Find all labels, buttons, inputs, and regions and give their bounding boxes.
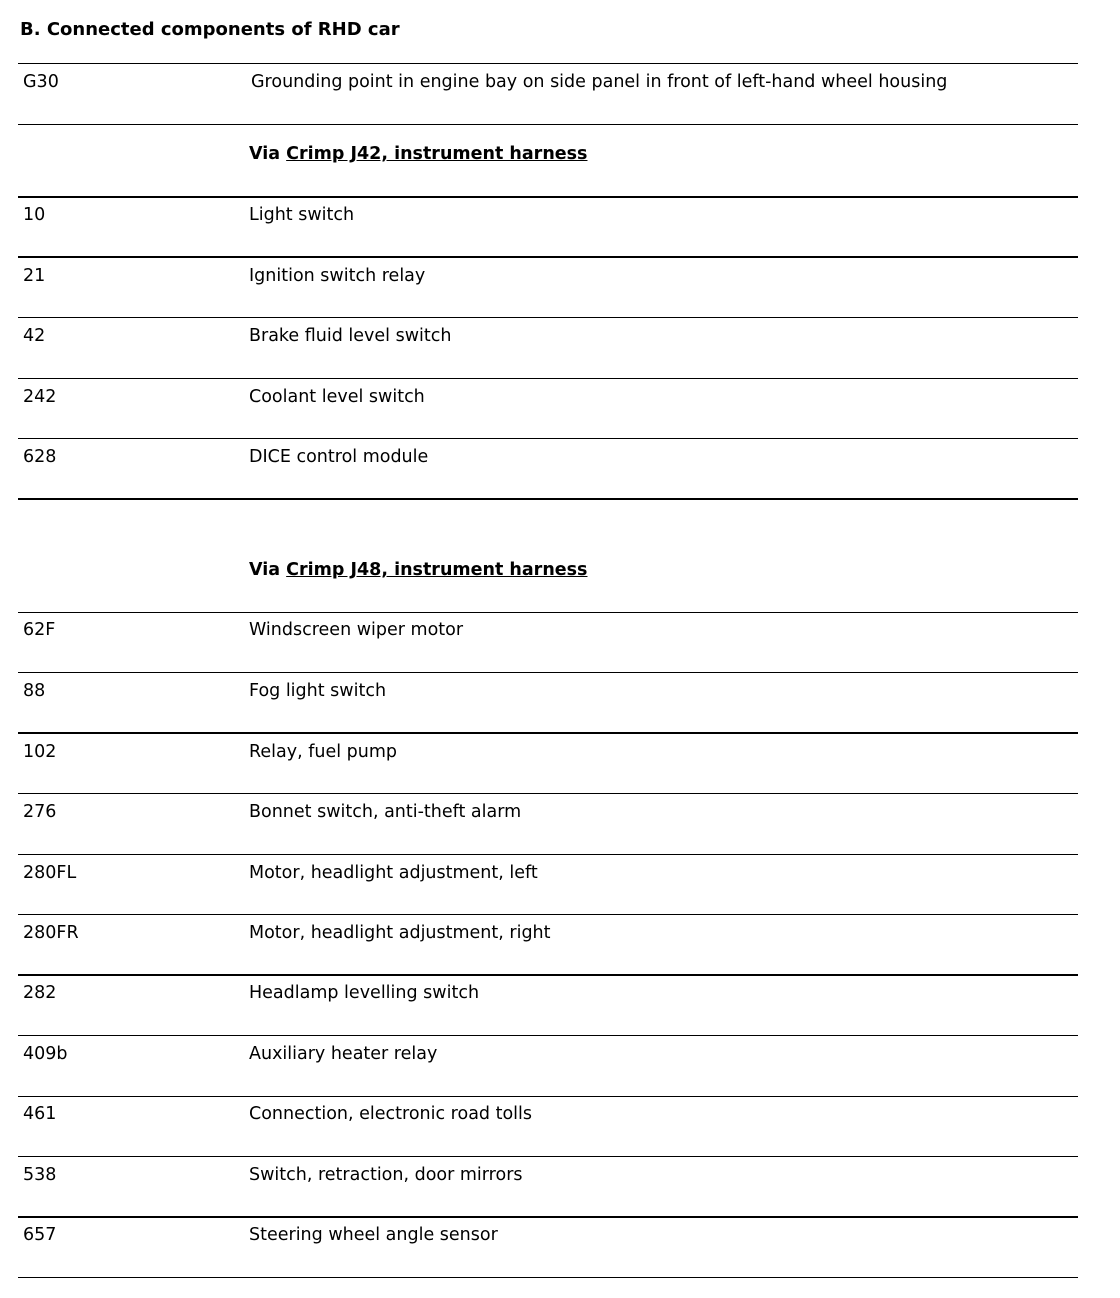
- component-description: Brake fluid level switch: [249, 326, 452, 346]
- section-heading-j42: [249, 143, 587, 165]
- component-description: Windscreen wiper motor: [249, 620, 464, 640]
- divider: [18, 793, 1078, 794]
- component-description: DICE control module: [249, 447, 429, 467]
- divider: [18, 438, 1078, 439]
- divider: [18, 1035, 1078, 1036]
- component-description: Motor, headlight adjustment, left: [249, 863, 538, 883]
- divider: [18, 378, 1078, 379]
- via-prefix: Via: [249, 144, 287, 164]
- component-description: Bonnet switch, anti-theft alarm: [249, 802, 522, 822]
- component-description: Connection, electronic road tolls: [249, 1104, 532, 1124]
- divider: [18, 256, 1078, 258]
- divider: [18, 63, 1078, 64]
- grounding-code: G30: [23, 72, 59, 92]
- component-code: 461: [23, 1104, 57, 1124]
- crimp-j48-link[interactable]: Crimp J48, instrument harness: [286, 560, 588, 580]
- divider: [18, 498, 1078, 500]
- component-code: 42: [23, 326, 46, 346]
- component-code: 62F: [23, 620, 56, 640]
- divider: [18, 196, 1078, 198]
- component-description: Auxiliary heater relay: [249, 1044, 438, 1064]
- divider: [18, 1277, 1078, 1278]
- component-description: Switch, retraction, door mirrors: [249, 1165, 523, 1185]
- component-code: 280FL: [23, 863, 77, 883]
- component-code: 21: [23, 266, 46, 286]
- component-code: 242: [23, 387, 57, 407]
- divider: [18, 1216, 1078, 1218]
- component-code: 102: [23, 742, 57, 762]
- component-description: Motor, headlight adjustment, right: [249, 923, 551, 943]
- component-code: 10: [23, 205, 46, 225]
- divider: [18, 317, 1078, 318]
- component-description: Ignition switch relay: [249, 266, 426, 286]
- component-code: 282: [23, 983, 57, 1003]
- crimp-j42-link[interactable]: Crimp J42, instrument harness: [286, 144, 588, 164]
- component-code: 657: [23, 1225, 57, 1245]
- component-description: Steering wheel angle sensor: [249, 1225, 498, 1245]
- document-title: B. Connected components of RHD car: [20, 19, 400, 40]
- divider: [18, 854, 1078, 855]
- divider: [18, 612, 1078, 613]
- component-description: Light switch: [249, 205, 355, 225]
- section-heading-j48: [249, 559, 587, 581]
- divider: [18, 672, 1078, 673]
- divider: [18, 914, 1078, 915]
- component-code: 628: [23, 447, 57, 467]
- component-code: 538: [23, 1165, 57, 1185]
- divider: [18, 1096, 1078, 1097]
- divider: [18, 124, 1078, 125]
- component-code: 88: [23, 681, 46, 701]
- divider: [18, 732, 1078, 734]
- divider: [18, 974, 1078, 976]
- component-description: Coolant level switch: [249, 387, 425, 407]
- component-code: 409b: [23, 1044, 68, 1064]
- component-description: Fog light switch: [249, 681, 387, 701]
- component-description: Headlamp levelling switch: [249, 983, 480, 1003]
- grounding-description: Grounding point in engine bay on side panel in front of left-hand wheel housing: [251, 72, 948, 92]
- divider: [18, 1156, 1078, 1157]
- component-code: 276: [23, 802, 57, 822]
- via-prefix: Via: [249, 560, 287, 580]
- component-code: 280FR: [23, 923, 79, 943]
- component-description: Relay, fuel pump: [249, 742, 398, 762]
